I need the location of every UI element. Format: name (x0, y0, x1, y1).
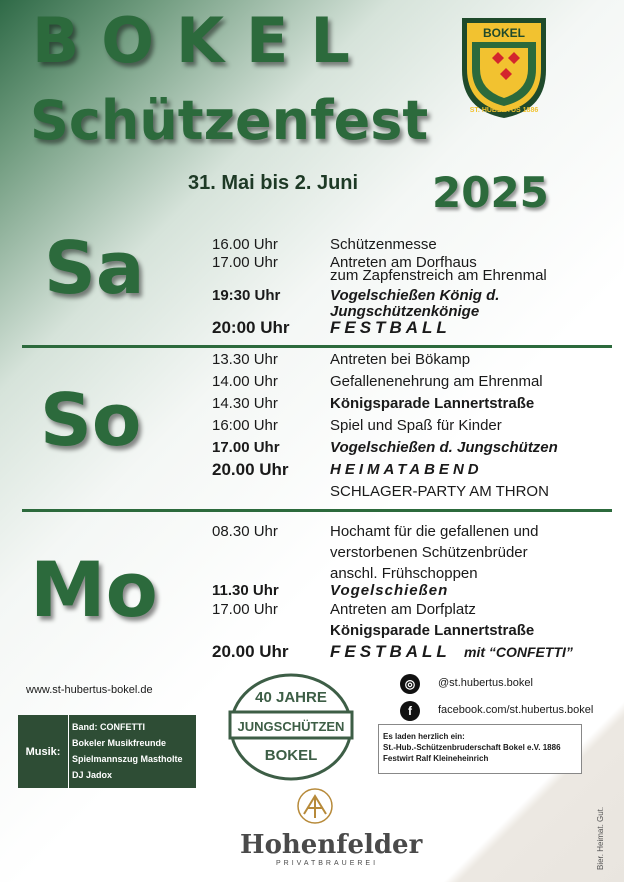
event-time: 20.00 Uhr (212, 460, 289, 479)
event-text: HEIMATABEND (330, 461, 483, 478)
event-time: 13.30 Uhr (212, 351, 278, 368)
event-text: Antreten am Dorfplatz (330, 601, 476, 618)
event-time: 14.30 Uhr (212, 395, 278, 412)
event-time: 20:00 Uhr (212, 318, 290, 337)
event-text: mit “CONFETTI” (464, 644, 573, 660)
band-item: DJ Jadox (72, 770, 113, 780)
event-text: FESTBALL (330, 318, 451, 337)
event-time: 16:00 Uhr (212, 417, 278, 434)
festival-dates: 31. Mai bis 2. Juni (188, 172, 359, 194)
event-time: 20.00 Uhr (212, 642, 289, 661)
brewery-slogan: Bier. Heimat. Gut. (596, 806, 605, 870)
day-label-sa: Sa (44, 226, 145, 310)
event-text: Hochamt für die gefallenen und (330, 523, 539, 540)
band-item: Spielmannszug Mastholte (72, 754, 183, 764)
invite-line: St.-Hub.-Schützenbruderschaft Bokel e.V. 1886 (383, 743, 561, 752)
club-crest-icon (458, 14, 550, 120)
band-list (72, 719, 183, 783)
event-time: 11.30 Uhr (212, 582, 279, 599)
crest-top-text: BOKEL (483, 26, 525, 40)
crest-ring-text: ST. HUBERTUS 1886 (469, 107, 539, 114)
day-divider (22, 345, 612, 348)
event-text: Spiel und Spaß für Kinder (330, 417, 502, 434)
event-text: anschl. Frühschoppen (330, 565, 478, 582)
event-text: Vogelschießen d. Jungschützen (330, 439, 558, 456)
event-time: 14.00 Uhr (212, 373, 278, 390)
brewery-name: Hohenfelder (240, 830, 423, 860)
event-text: Schützenmesse (330, 236, 437, 253)
event-text: FESTBALL (330, 642, 451, 661)
music-label: Musik: (18, 715, 69, 788)
event-text: Antreten am Dorfhaus (330, 254, 477, 271)
event-text: Vogelschießen König d. (330, 287, 500, 304)
event-time: 17.00 Uhr (212, 254, 278, 271)
badge-top-text: 40 JAHRE (255, 689, 327, 706)
event-text: Antreten bei Bökamp (330, 351, 471, 368)
festival-year: 2025 (432, 168, 549, 217)
event-time: 17.00 Uhr (212, 439, 280, 456)
website-link[interactable]: www.st-hubertus-bokel.de (26, 684, 153, 696)
event-text: Vogelschießen (330, 582, 449, 599)
event-text: Königsparade Lannertstraße (330, 395, 535, 412)
badge-bottom-text: BOKEL (264, 747, 318, 764)
day-label-so: So (40, 378, 142, 462)
event-time: 19:30 Uhr (212, 287, 281, 304)
instagram-handle: @st.hubertus.bokel (438, 677, 533, 689)
event-text: Gefallenenehrung am Ehrenmal (330, 373, 543, 390)
event-text: verstorbenen Schützenbrüder (330, 544, 528, 561)
music-box (18, 715, 196, 788)
title-schuetzenfest: Schützenfest (30, 89, 429, 152)
day-divider (22, 509, 612, 512)
invitation-box (378, 724, 582, 774)
event-text: zum Zapfenstreich am Ehrenmal (330, 267, 547, 284)
invite-line: Festwirt Ralf Kleineheinrich (383, 754, 489, 763)
brewery-subtitle: PRIVATBRAUEREI (276, 860, 379, 867)
event-time: 08.30 Uhr (212, 523, 278, 540)
event-time: 17.00 Uhr (212, 601, 278, 618)
day-label-mo: Mo (30, 545, 158, 634)
facebook-icon: f (400, 701, 420, 721)
instagram-icon: ◎ (400, 674, 420, 694)
band-item: Bokeler Musikfreunde (72, 738, 167, 748)
jubilee-badge-icon (226, 672, 356, 782)
badge-middle-text: JUNGSCHÜTZEN (237, 719, 345, 734)
facebook-url: facebook.com/st.hubertus.bokel (438, 704, 594, 716)
archer-logo-icon (292, 786, 338, 826)
band-item: Band: CONFETTI (72, 722, 145, 732)
title-bokel: BOKEL (32, 4, 372, 77)
event-text: Königsparade Lannertstraße (330, 622, 535, 639)
event-text: Jungschützenkönige (330, 303, 480, 320)
invite-line: Es laden herzlich ein: (383, 732, 465, 741)
event-text: SCHLAGER-PARTY AM THRON (330, 483, 549, 500)
event-time: 16.00 Uhr (212, 236, 278, 253)
